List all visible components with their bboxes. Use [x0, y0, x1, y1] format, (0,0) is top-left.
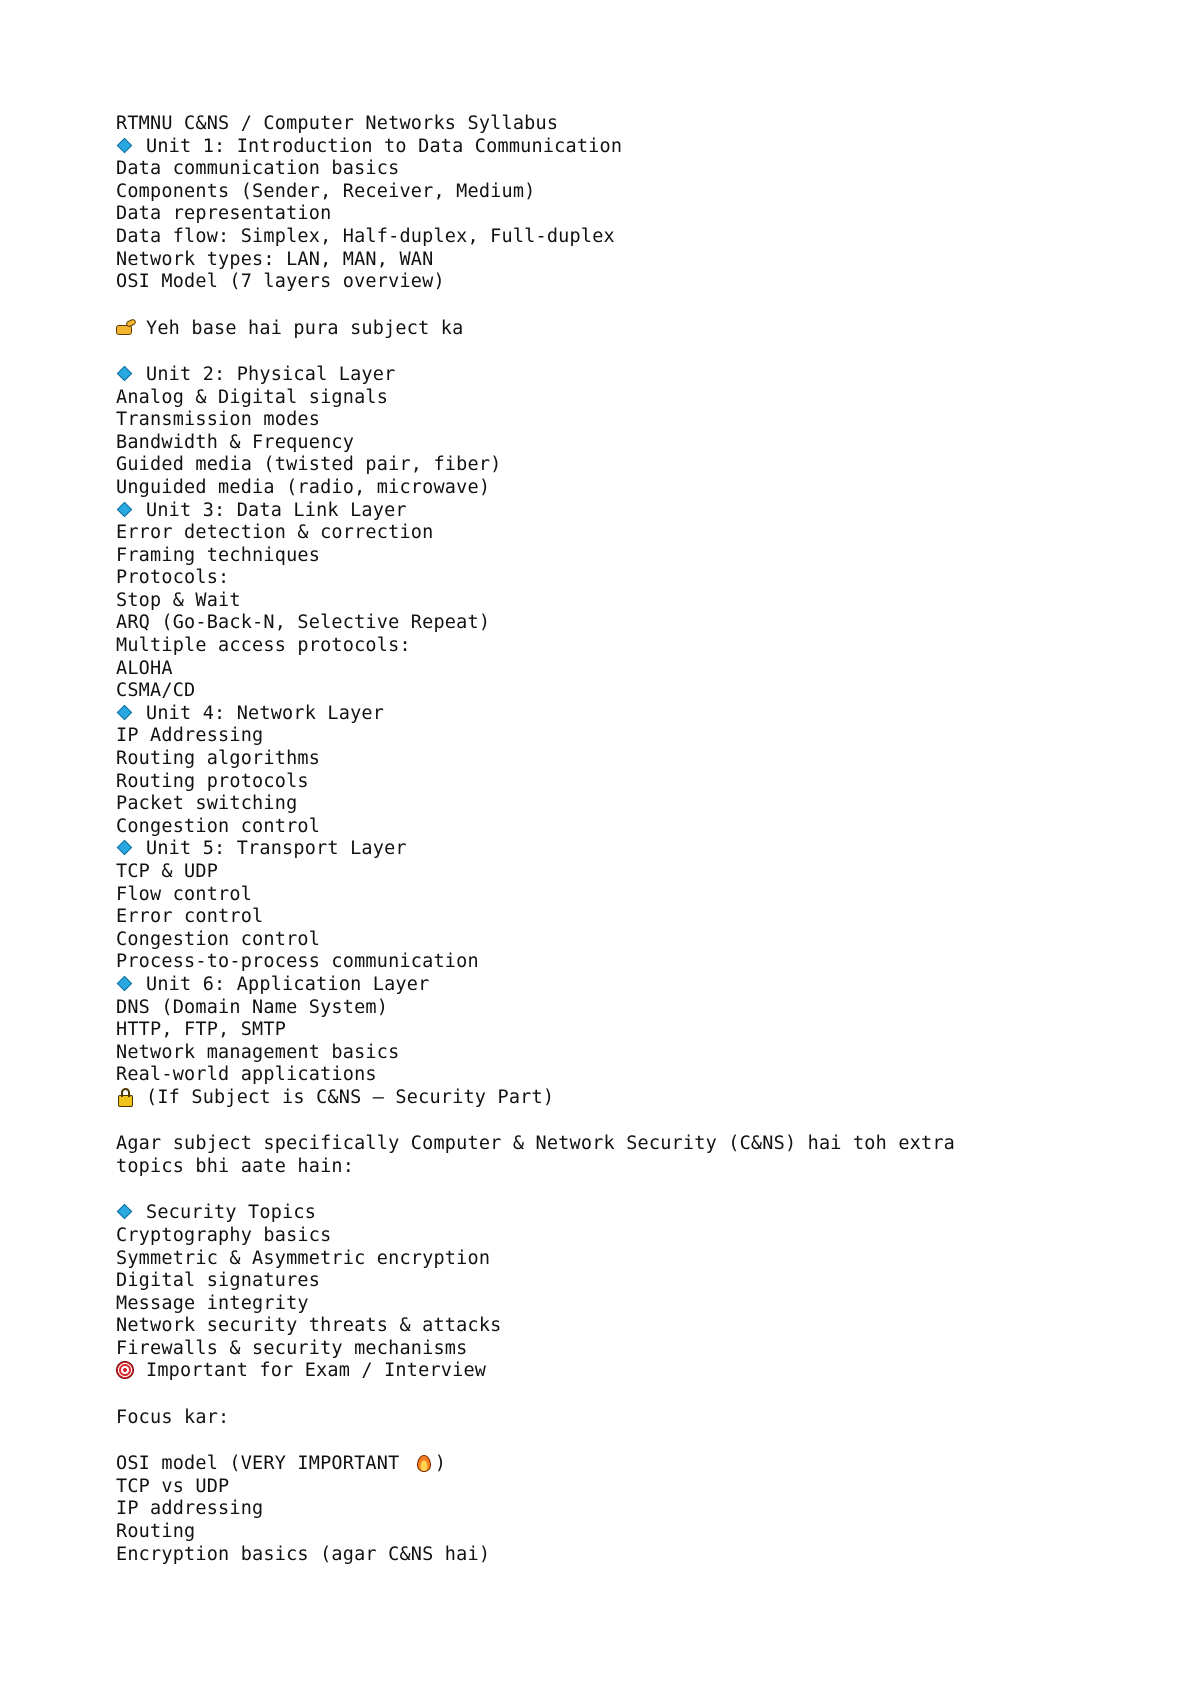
document-title: RTMNU C&NS / Computer Networks Syllabus: [116, 113, 559, 134]
list-item: Components (Sender, Receiver, Medium): [116, 180, 536, 202]
list-item: Stop & Wait: [116, 589, 241, 611]
list-item: CSMA/CD: [116, 680, 196, 702]
list-item: IP addressing: [116, 1498, 264, 1520]
diamond-icon: [116, 839, 134, 857]
list-item: Unguided media (radio, microwave): [116, 476, 491, 498]
list-item: IP Addressing: [116, 725, 264, 747]
unit-3-heading: Unit 3: Data Link Layer: [116, 500, 1116, 523]
list-item: Guided media (twisted pair, fiber): [116, 454, 502, 476]
syllabus-document: [116, 113, 1116, 1566]
list-item: Network management basics: [116, 1041, 400, 1063]
diamond-icon: [116, 137, 134, 155]
diamond-icon: [116, 975, 134, 993]
focus-label: Focus kar:: [116, 1406, 230, 1428]
list-item: Message integrity: [116, 1292, 309, 1314]
list-item: Cryptography basics: [116, 1224, 332, 1246]
list-item: Error control: [116, 906, 264, 928]
list-item: ALOHA: [116, 657, 173, 679]
fire-icon: [415, 1454, 433, 1472]
spacer: [116, 1383, 1116, 1407]
spacer: [116, 1110, 1116, 1134]
list-item: Encryption basics (agar C&NS hai): [116, 1543, 491, 1565]
list-item: Congestion control: [116, 928, 321, 950]
list-item: Real-world applications: [116, 1064, 377, 1086]
security-intro-line: Agar subject specifically Computer & Network Security (C&NS) hai toh extra: [116, 1133, 956, 1155]
list-item: Data representation: [116, 203, 332, 225]
list-item: OSI Model (7 layers overview): [116, 271, 445, 293]
diamond-icon: [116, 1203, 134, 1221]
spacer: [116, 1179, 1116, 1203]
list-item: Data communication basics: [116, 158, 400, 180]
list-item: Multiple access protocols:: [116, 635, 411, 657]
list-item: Bandwidth & Frequency: [116, 431, 355, 453]
spacer: [116, 1429, 1116, 1453]
unit-4-heading: Unit 4: Network Layer: [116, 703, 1116, 726]
list-item: Flow control: [116, 883, 253, 905]
focus-item-osi: OSI model (VERY IMPORTANT ): [116, 1453, 447, 1475]
security-heading: Security Topics: [116, 1202, 1116, 1225]
list-item: Routing algorithms: [116, 748, 321, 770]
list-item: Transmission modes: [116, 409, 321, 431]
security-intro-line: topics bhi aate hain:: [116, 1155, 355, 1177]
list-item: Network security threats & attacks: [116, 1315, 502, 1337]
unit-6-heading: Unit 6: Application Layer: [116, 974, 1116, 997]
spacer: [116, 340, 1116, 364]
list-item: Network types: LAN, MAN, WAN: [116, 248, 434, 270]
list-item: HTTP, FTP, SMTP: [116, 1019, 287, 1041]
unit-5-heading: Unit 5: Transport Layer: [116, 838, 1116, 861]
list-item: ARQ (Go-Back-N, Selective Repeat): [116, 612, 491, 634]
important-heading: Important for Exam / Interview: [116, 1360, 1116, 1383]
list-item: Symmetric & Asymmetric encryption: [116, 1247, 491, 1269]
target-icon: [116, 1361, 134, 1379]
diamond-icon: [116, 501, 134, 519]
pointing-hand-icon: [116, 319, 134, 337]
list-item: Error detection & correction: [116, 522, 434, 544]
unit-1-heading: Unit 1: Introduction to Data Communication: [116, 136, 1116, 159]
list-item: Routing protocols: [116, 770, 309, 792]
list-item: TCP vs UDP: [116, 1475, 230, 1497]
list-item: Protocols:: [116, 567, 230, 589]
list-item: Data flow: Simplex, Half-duplex, Full-duplex: [116, 225, 615, 247]
list-item: Routing: [116, 1521, 196, 1543]
unit-2-heading: Unit 2: Physical Layer: [116, 364, 1116, 387]
list-item: Packet switching: [116, 793, 298, 815]
list-item: Framing techniques: [116, 544, 321, 566]
security-note: (If Subject is C&NS – Security Part): [116, 1087, 1116, 1110]
unit-1-note: Yeh base hai pura subject ka: [116, 318, 1116, 341]
list-item: Firewalls & security mechanisms: [116, 1337, 468, 1359]
lock-icon: [116, 1088, 134, 1106]
diamond-icon: [116, 704, 134, 722]
list-item: Congestion control: [116, 815, 321, 837]
list-item: DNS (Domain Name System): [116, 996, 389, 1018]
list-item: Digital signatures: [116, 1270, 321, 1292]
spacer: [116, 294, 1116, 318]
list-item: TCP & UDP: [116, 861, 219, 882]
list-item: Process-to-process communication: [116, 951, 479, 973]
diamond-icon: [116, 365, 134, 383]
list-item: Analog & Digital signals: [116, 386, 389, 408]
